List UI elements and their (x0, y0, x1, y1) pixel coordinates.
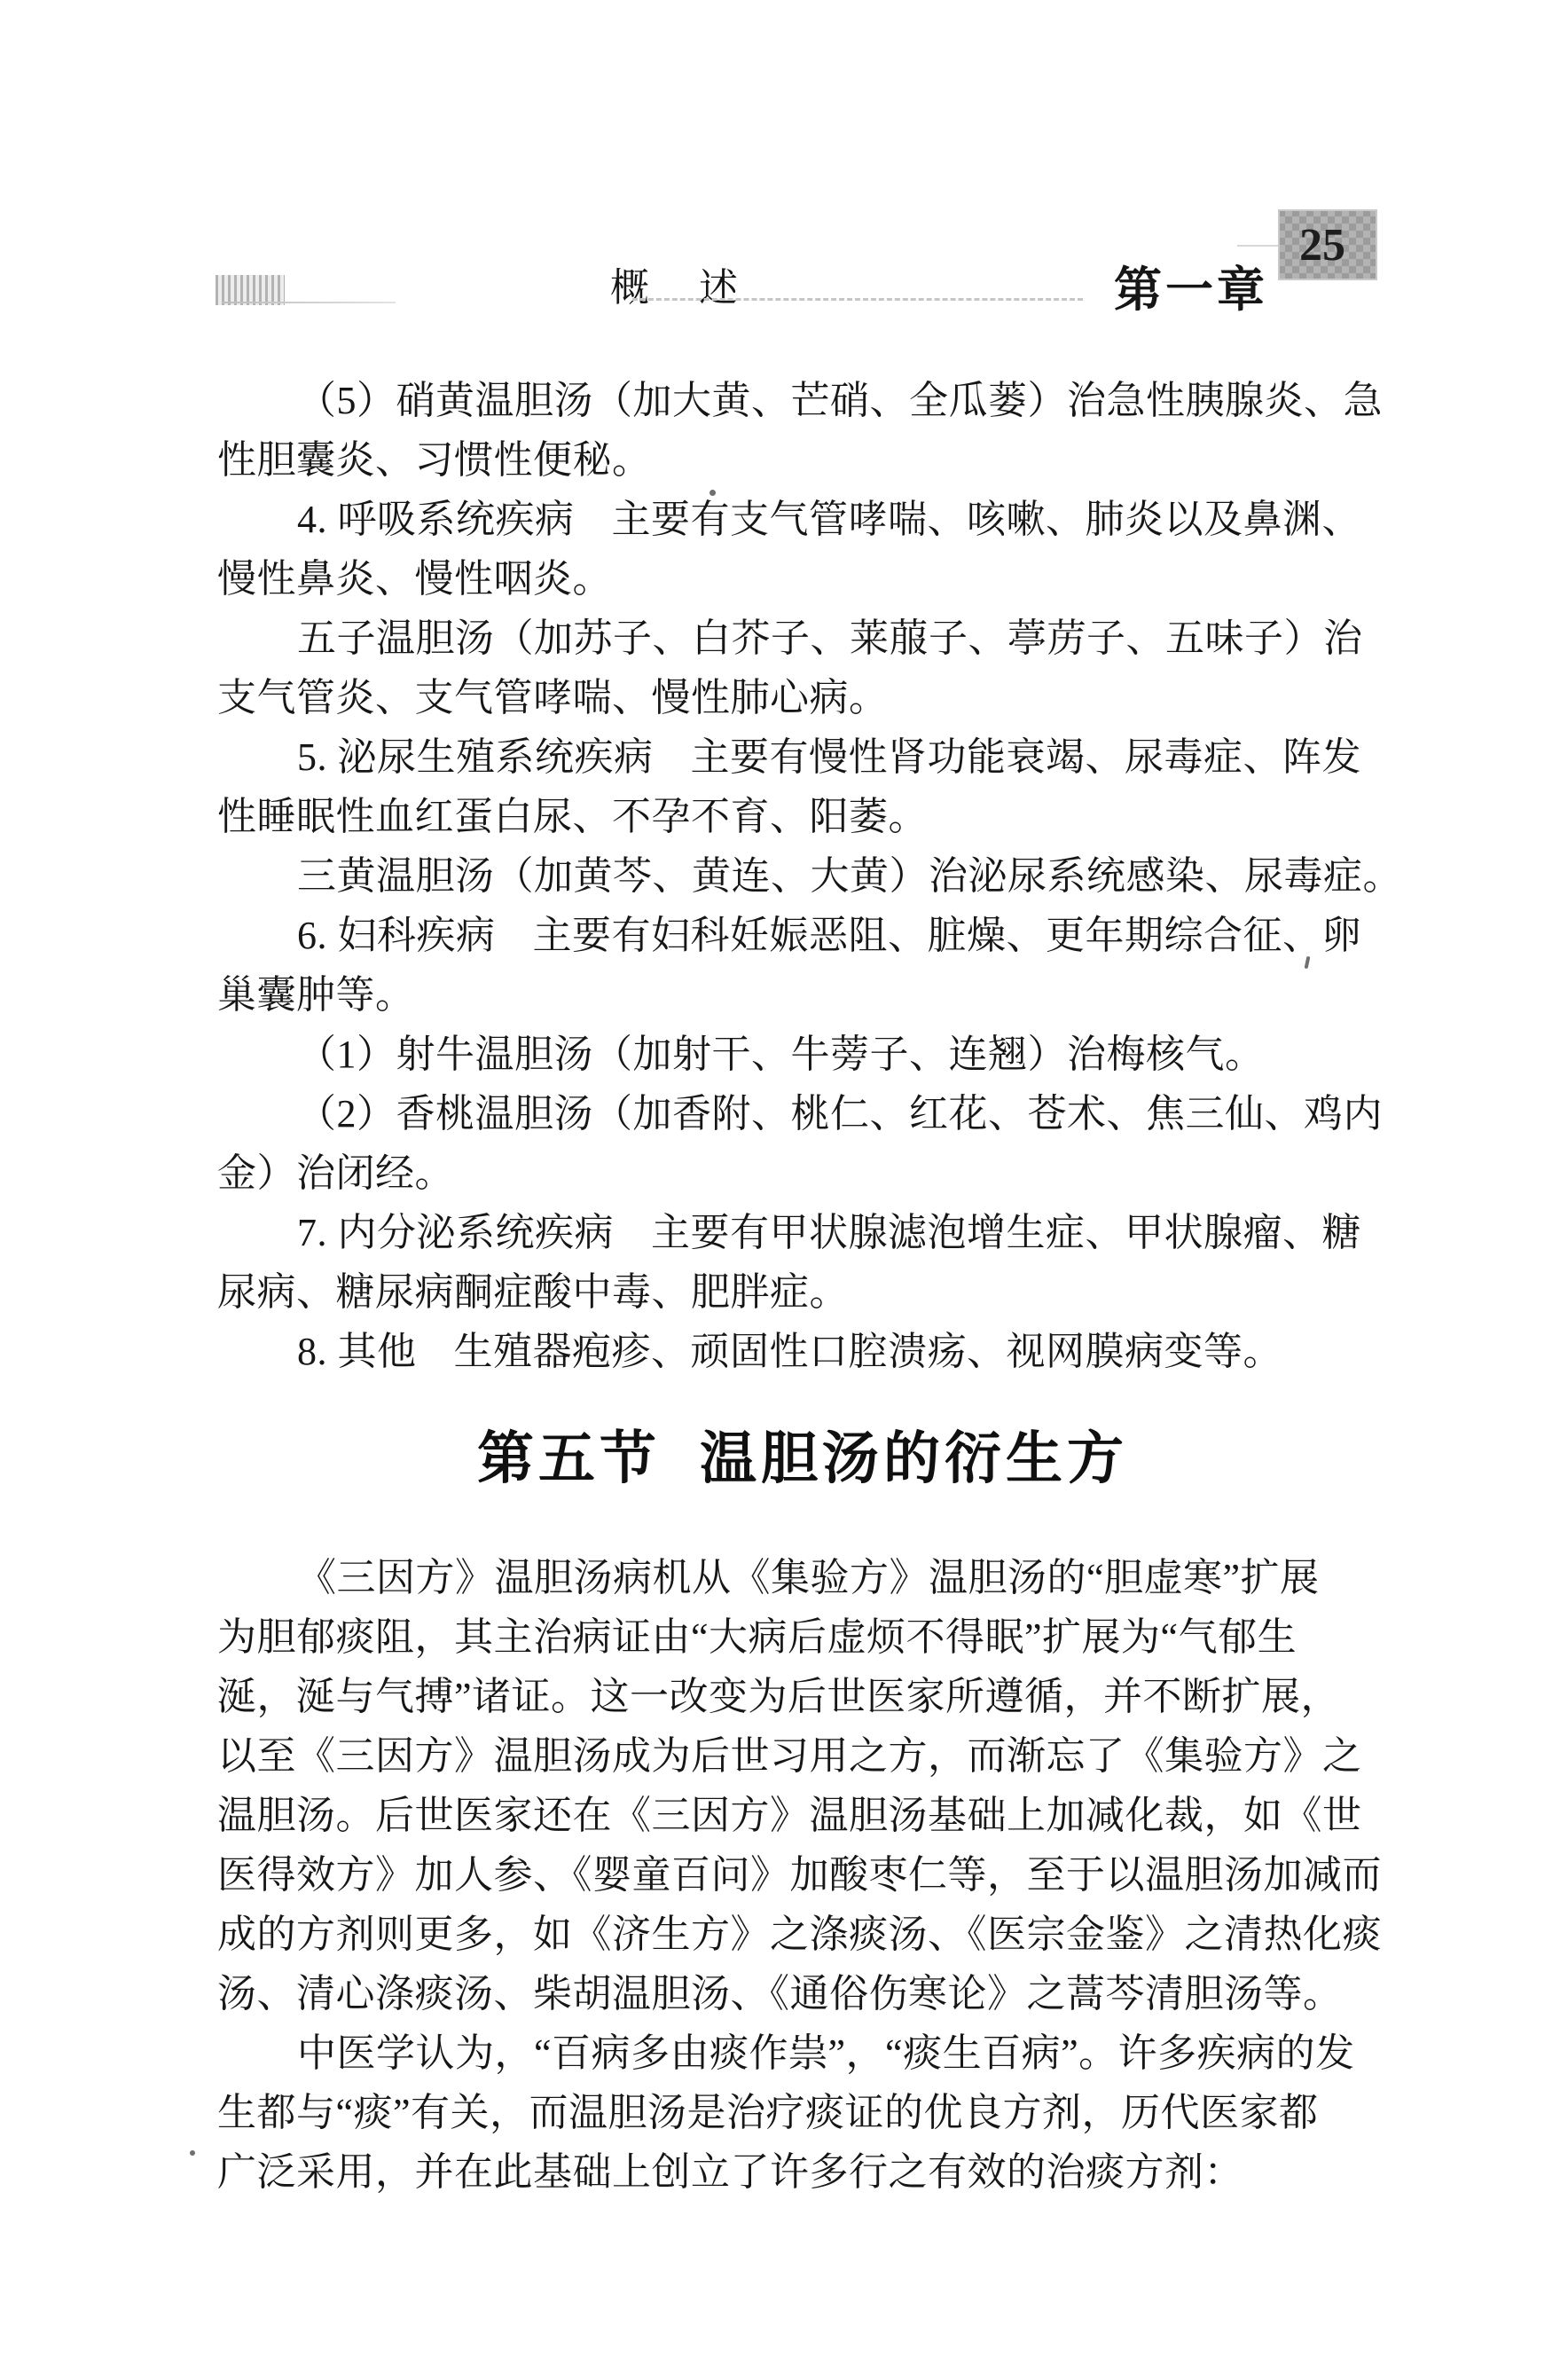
derivation-paragraphs (217, 1548, 1388, 2202)
text-run: 医得效方》加人参、《婴童百问》加酸枣仁等，至于以温胆汤加减而 (217, 1853, 1382, 1897)
section-heading-number: 第五节 (477, 1426, 661, 1490)
text-run: （1）射牛温胆汤（加射干、牛蒡子、连翘）治梅核气。 (297, 1033, 1265, 1076)
text-run: 性睡眠性血红蛋白尿、不孕不育、阳萎。 (217, 795, 928, 838)
running-title: 概 述 (610, 266, 743, 310)
page-number: 25 (1299, 219, 1345, 271)
text-run: 广泛采用，并在此基础上创立了许多行之有效的治痰方剂： (217, 2150, 1243, 2194)
text-line (217, 787, 1388, 846)
header-rule-left (222, 302, 396, 303)
chapter-title: 第一章 (1114, 263, 1268, 317)
text-run: 金）治闭经。 (217, 1151, 454, 1195)
text-line (217, 1203, 1388, 1262)
text-line (217, 371, 1388, 430)
text-run: 主要有慢性肾功能衰竭、尿毒症、阵发 (690, 735, 1361, 779)
text-line (217, 490, 1388, 549)
text-run: 五子温胆汤（加苏子、白芥子、莱菔子、葶苈子、五味子）治 (297, 617, 1363, 660)
text-line (217, 965, 1388, 1025)
text-line (217, 1964, 1388, 2023)
text-run: 性胆囊炎、习惯性便秘。 (217, 438, 652, 482)
text-run: 为胆郁痰阻，其主治病证由“大病后虚烦不得眠”扩展为“气郁生 (217, 1615, 1298, 1659)
text-line (217, 2083, 1388, 2142)
text-line (217, 430, 1388, 490)
text-line (217, 668, 1388, 727)
text-run: 主要有甲状腺滤泡增生症、甲状腺瘤、糖 (651, 1211, 1361, 1254)
text-run: （5）硝黄温胆汤（加大黄、芒硝、全瓜蒌）治急性胰腺炎、急 (297, 379, 1383, 422)
text-run: 主要有妇科妊娠恶阻、脏燥、更年期综合征、卵 (532, 914, 1361, 957)
text-line (217, 1667, 1388, 1726)
overview-disease-list (217, 371, 1402, 1381)
list-item-label: 7. 内分泌系统疾病 (297, 1211, 614, 1254)
text-line (217, 906, 1388, 965)
text-run: 以至《三因方》温胆汤成为后世习用之方，而渐忘了《集验方》之 (217, 1734, 1362, 1778)
scan-speck (190, 2150, 195, 2156)
text-line (217, 1322, 1388, 1381)
text-line (217, 1607, 1388, 1667)
section-heading (217, 1416, 1388, 1501)
text-run: 《三因方》温胆汤病机从《集验方》温胆汤的“胆虚寒”扩展 (297, 1556, 1320, 1599)
text-line (217, 1143, 1388, 1203)
list-item-label: 8. 其他 (297, 1330, 417, 1373)
text-run: 主要有支气管哮喘、咳嗽、肺炎以及鼻渊、 (611, 498, 1361, 541)
text-run: 中医学认为，“百病多由痰作祟”，“痰生百病”。许多疾病的发 (297, 2031, 1355, 2075)
text-run: 温胆汤。后世医家还在《三因方》温胆汤基础上加减化裁，如《世 (217, 1794, 1362, 1837)
page-number-box (1278, 209, 1377, 280)
text-line (217, 1845, 1388, 1905)
list-item-label: 6. 妇科疾病 (297, 914, 496, 957)
text-run: 生殖器疱疹、顽固性口腔溃疡、视网膜病变等。 (453, 1330, 1282, 1373)
text-line (217, 2142, 1388, 2202)
text-run: 成的方剂则更多，如《济生方》之涤痰汤、《医宗金鉴》之清热化痰 (217, 1913, 1382, 1956)
scan-smudge-artifact (216, 275, 285, 305)
text-run: 涎，涎与气搏”诸证。这一改变为后世医家所遵循，并不断扩展， (217, 1675, 1341, 1718)
text-line (217, 609, 1388, 668)
text-line (217, 549, 1388, 609)
text-line (217, 1905, 1388, 1964)
text-run: 尿病、糖尿病酮症酸中毒、肥胖症。 (217, 1270, 849, 1314)
list-item-label: 5. 泌尿生殖系统疾病 (297, 735, 654, 779)
header-rule-right (1237, 245, 1278, 247)
text-line (217, 846, 1402, 906)
text-line (217, 1084, 1388, 1143)
text-run: 巢囊肿等。 (217, 973, 415, 1017)
text-run: 慢性鼻炎、慢性咽炎。 (217, 557, 612, 601)
text-run: 三黄温胆汤（加黄芩、黄连、大黄）治泌尿系统感染、尿毒症。 (297, 854, 1402, 898)
text-line (217, 2023, 1388, 2083)
section-heading-title: 温胆汤的衍生方 (700, 1426, 1128, 1490)
text-line (217, 1786, 1388, 1845)
text-line (217, 1726, 1388, 1786)
text-run: 汤、清心涤痰汤、柴胡温胆汤、《通俗伤寒论》之蒿芩清胆汤等。 (217, 1972, 1343, 2015)
text-run: 支气管炎、支气管哮喘、慢性肺心病。 (217, 676, 889, 719)
text-run: 生都与“痰”有关，而温胆汤是治疗痰证的优良方剂，历代医家都 (217, 2091, 1319, 2134)
text-line (217, 1262, 1388, 1322)
text-run: （2）香桃温胆汤（加香附、桃仁、红花、苍术、焦三仙、鸡内 (297, 1092, 1383, 1135)
text-line (217, 1025, 1388, 1084)
text-line (217, 727, 1388, 787)
list-item-label: 4. 呼吸系统疾病 (297, 498, 575, 541)
header-rule (632, 298, 1083, 301)
text-line (217, 1548, 1388, 1607)
